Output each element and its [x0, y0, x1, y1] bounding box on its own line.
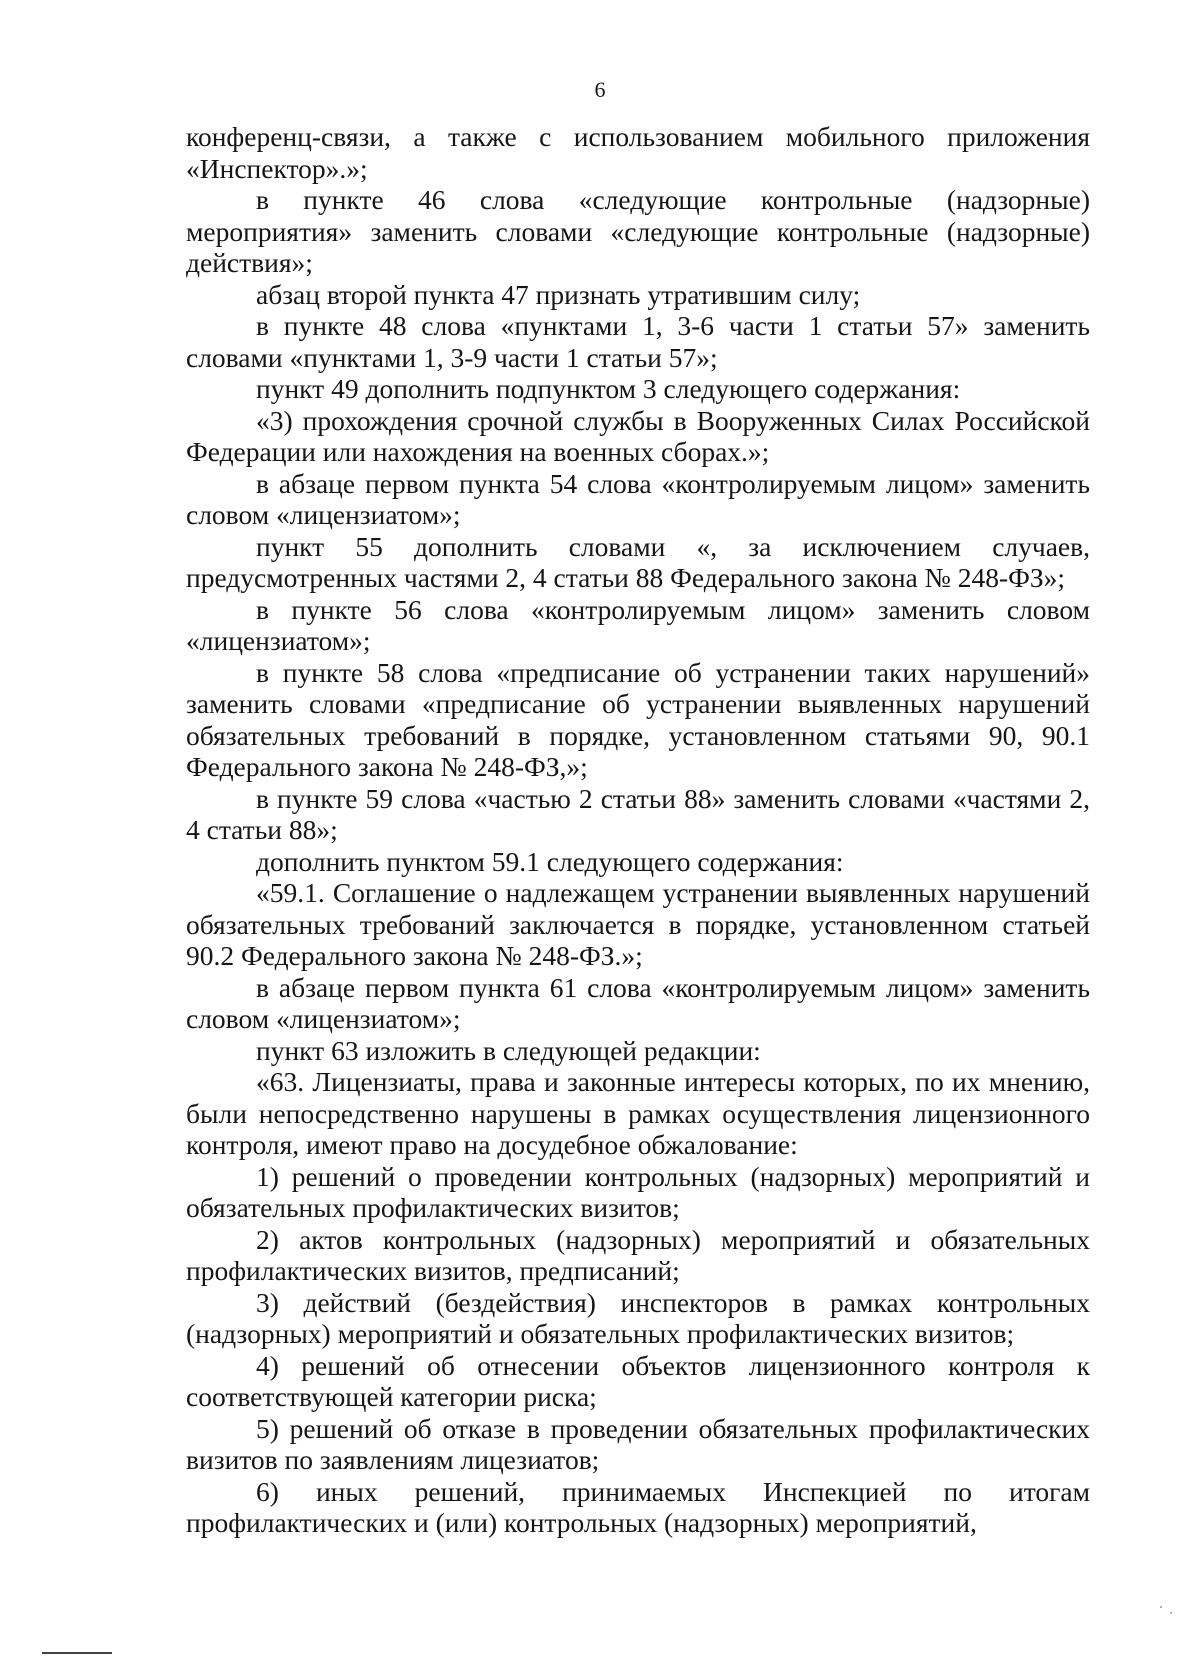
paragraph: «63. Лицензиаты, права и законные интересы которых, по их мнению, были непосредственно нарушены в рамках осуществления лицензионного контроля, имеют право на досудебное обжалование:: [186, 1066, 1090, 1160]
paragraph: абзац второй пункта 47 признать утратившим силу;: [256, 278, 861, 310]
scan-speck: [1170, 1612, 1172, 1614]
paragraph: «59.1. Соглашение о надлежащем устранении выявленных нарушений обязательных требований заключается в порядке, установленном статьей 90.2 Федерального закона № 248-ФЗ.»;: [186, 877, 1090, 971]
scan-speck: [1160, 1606, 1162, 1608]
paragraph: дополнить пунктом 59.1 следующего содержания:: [256, 845, 844, 877]
paragraph: в пункте 56 слова «контролируемым лицом» заменить словом «лицензиатом»;: [186, 593, 1090, 656]
paragraph: в пункте 59 слова «частью 2 статьи 88» заменить словами «частями 2, 4 статьи 88»;: [186, 782, 1090, 845]
paragraph: в абзаце первом пункта 54 слова «контролируемым лицом» заменить словом «лицензиатом»;: [186, 467, 1090, 530]
paragraph: в пункте 48 слова «пунктами 1, 3-6 части 1 статьи 57» заменить словами «пунктами 1, 3-9 части 1 статьи 57»;: [186, 310, 1090, 373]
paragraph: 4) решений об отнесении объектов лицензионного контроля к соответствующей категории риска;: [186, 1349, 1090, 1412]
paragraph: 3) действий (бездействия) инспекторов в рамках контрольных (надзорных) мероприятий и обязательных профилактических визитов;: [186, 1286, 1090, 1349]
paragraph: в пункте 58 слова «предписание об устранении таких нарушений» заменить словами «предписание об устранении выявленных нарушений обязательных требований в порядке, установленном статьями 90, 90.1 Федерального закона № 248-ФЗ,»;: [186, 656, 1090, 782]
paragraph: 1) решений о проведении контрольных (надзорных) мероприятий и обязательных профилактических визитов;: [186, 1160, 1090, 1223]
paragraph: пункт 49 дополнить подпунктом 3 следующего содержания:: [256, 373, 961, 404]
paragraph: конференц-связи, а также с использованием мобильного приложения «Инспектор».»;: [186, 121, 1090, 184]
footer-divider: [42, 1652, 112, 1654]
page-number: 6: [594, 77, 606, 102]
paragraph: пункт 55 дополнить словами «, за исключением случаев, предусмотренных частями 2, 4 статьи 88 Федерального закона № 248-ФЗ»;: [186, 530, 1090, 593]
paragraph: «3) прохождения срочной службы в Вооруженных Силах Российской Федерации или нахождения на военных сборах.»;: [186, 404, 1090, 467]
paragraph: пункт 63 изложить в следующей редакции:: [256, 1034, 761, 1066]
document-body: [186, 121, 1090, 1539]
paragraph: в пункте 46 слова «следующие контрольные (надзорные) мероприятия» заменить словами «следующие контрольные (надзорные) действия»;: [186, 184, 1090, 278]
paragraph: 6) иных решений, принимаемых Инспекцией по итогам профилактических и (или) контрольных (надзорных) мероприятий,: [186, 1475, 1090, 1538]
paragraph: в абзаце первом пункта 61 слова «контролируемым лицом» заменить словом «лицензиатом»;: [186, 971, 1090, 1034]
paragraph: 2) актов контрольных (надзорных) мероприятий и обязательных профилактических визитов, предписаний;: [186, 1223, 1090, 1286]
paragraph: 5) решений об отказе в проведении обязательных профилактических визитов по заявлениям лицезиатов;: [186, 1412, 1090, 1475]
